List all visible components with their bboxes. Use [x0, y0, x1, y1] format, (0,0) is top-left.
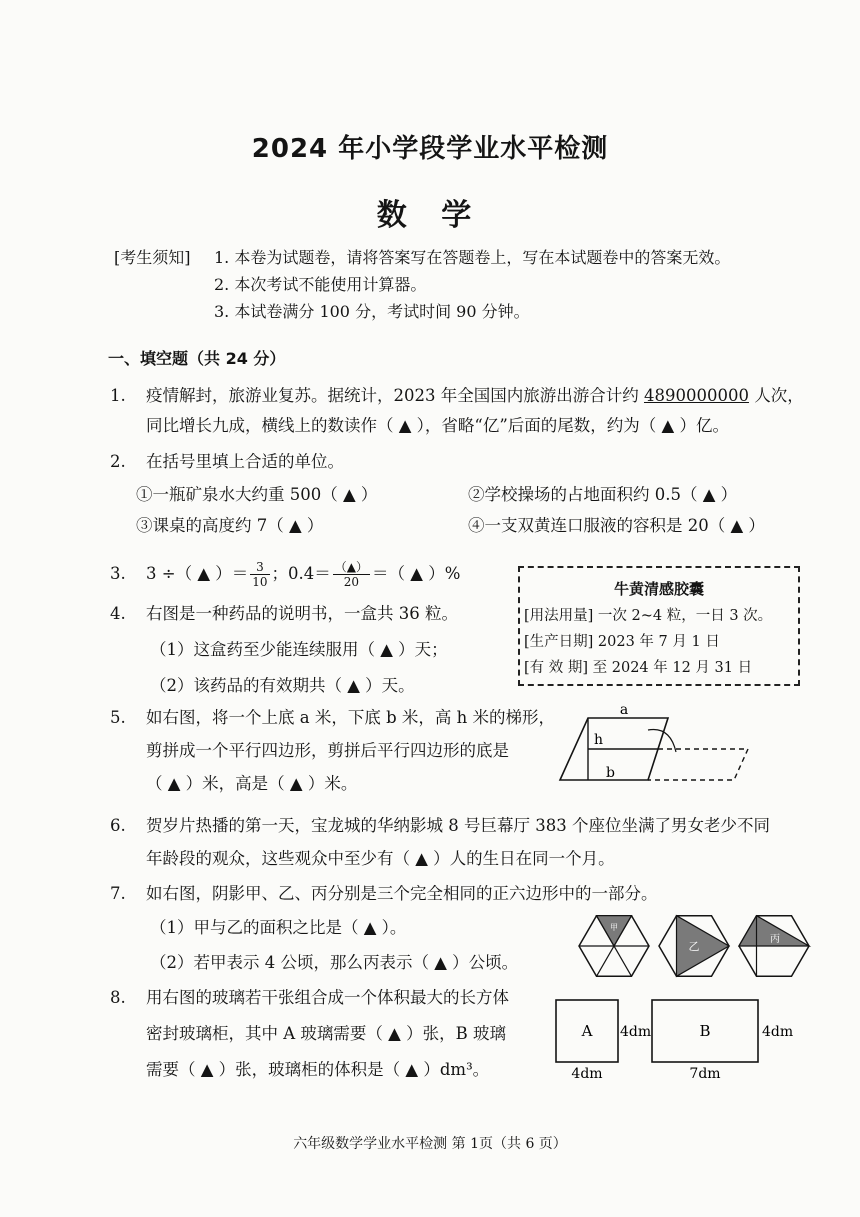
notice-label: [考生须知]	[114, 248, 191, 267]
q2-item-2: ②学校操场的占地面积约 0.5（ ▲ ）	[468, 485, 738, 504]
hexagon-bing	[739, 916, 809, 977]
question-text: 用右图的玻璃若干张组合成一个体积最大的长方体	[146, 988, 509, 1007]
notice-item-1: 1. 本卷为试题卷，请将答案写在答题卷上，写在本试题卷中的答案无效。	[214, 248, 731, 267]
hexagon-yi	[659, 916, 729, 977]
card-production-date: [生产日期] 2023 年 7 月 1 日	[524, 634, 720, 650]
question-text: 人次，	[748, 386, 804, 405]
hexagon-jia	[579, 916, 649, 977]
glass-panels-figure	[550, 996, 800, 1084]
label-h: h	[594, 732, 604, 748]
q8-line-3: 需要（ ▲ ）张，玻璃柜的体积是（ ▲ ）dm³。	[146, 1060, 490, 1079]
question-number: 6.	[110, 816, 126, 835]
page-title: 2024 年小学段学业水平检测	[251, 134, 609, 164]
question-number: 3.	[110, 564, 126, 583]
question-number: 2.	[110, 452, 126, 471]
q7-sub-1: （1）甲与乙的面积之比是（ ▲ ）。	[150, 918, 407, 937]
panel-a-side: 4dm	[620, 1024, 652, 1040]
fraction-numerator: （▲）	[334, 560, 369, 574]
q2-item-3: ③课桌的高度约 7（ ▲ ）	[136, 516, 324, 535]
question-text: 右图是一种药品的说明书，一盒共 36 粒。	[146, 604, 458, 623]
question-text: 在括号里填上合适的单位。	[146, 452, 344, 471]
panel-b-bottom: 7dm	[689, 1066, 721, 1082]
section-title: 一、填空题（共 24 分）	[108, 349, 286, 368]
question-3	[0, 556, 520, 592]
question-text: 贺岁片热播的第一天，宝龙城的华纳影城 8 号巨幕厅 383 个座位坐满了男女老少不同	[146, 816, 770, 835]
card-usage: [用法用量] 一次 2~4 粒，一日 3 次。	[524, 608, 773, 624]
q8-line-2: 密封玻璃柜，其中 A 玻璃需要（ ▲ ）张，B 玻璃	[146, 1024, 506, 1043]
question-number: 1.	[110, 386, 126, 405]
question-number: 5.	[110, 708, 126, 727]
label-yi: 乙	[688, 940, 700, 953]
panel-a-bottom: 4dm	[571, 1066, 603, 1082]
q4-sub-1: （1）这盒药至少能连续服用（ ▲ ）天；	[150, 640, 448, 659]
panel-b-label: B	[699, 1022, 711, 1040]
rotated-part-dashed	[648, 749, 748, 780]
label-jia: 甲	[610, 923, 618, 932]
trapezoid-figure	[558, 700, 758, 788]
label-a: a	[619, 702, 629, 718]
question-text: ；0.4＝	[271, 564, 331, 583]
underlined-number: 4890000000	[643, 386, 749, 405]
fraction-denominator: 10	[252, 575, 268, 589]
question-text: 如右图，阴影甲、乙、丙分别是三个完全相同的正六边形中的一部分。	[146, 884, 658, 903]
question-number: 7.	[110, 884, 126, 903]
label-bing: 丙	[770, 934, 780, 945]
panel-a-label: A	[581, 1022, 593, 1040]
fraction-numerator: 3	[250, 560, 269, 575]
fraction-denominator: 20	[343, 575, 360, 589]
page-footer: 六年级数学学业水平检测 第 1页（共 6 页）	[293, 1136, 567, 1152]
card-title: 牛黄清感胶囊	[613, 580, 704, 598]
q7-sub-2: （2）若甲表示 4 公顷，那么丙表示（ ▲ ）公顷。	[150, 953, 519, 972]
q5-line-2: 剪拼成一个平行四边形，剪拼后平行四边形的底是	[146, 741, 509, 760]
q2-item-4: ④一支双黄连口服液的容积是 20（ ▲ ）	[468, 516, 765, 535]
panel-b-side: 4dm	[762, 1024, 794, 1040]
question-text: 疫情解封，旅游业复苏。据统计，2023 年全国国内旅游出游合计约	[146, 386, 644, 405]
question-number: 8.	[110, 988, 126, 1007]
question-text: 如右图，将一个上底 a 米，下底 b 米，高 h 米的梯形，	[146, 708, 555, 727]
shaded-yi	[677, 916, 730, 977]
question-1-line-2: 同比增长九成，横线上的数读作（ ▲ ），省略“亿”后面的尾数，约为（ ▲ ）亿。	[146, 416, 729, 435]
q6-line-2: 年龄段的观众，这些观众中至少有（ ▲ ）人的生日在同一个月。	[146, 849, 615, 868]
notice-item-3: 3. 本试卷满分 100 分，考试时间 90 分钟。	[214, 302, 530, 321]
q5-line-3: （ ▲ ）米，高是（ ▲ ）米。	[146, 774, 358, 793]
notice-item-2: 2. 本次考试不能使用计算器。	[214, 275, 427, 294]
medicine-label-card	[518, 566, 800, 686]
subject-title: 数 学	[376, 198, 484, 233]
fraction	[250, 560, 269, 589]
label-b: b	[606, 765, 615, 781]
card-expiry-date: [有 效 期] 至 2024 年 12 月 31 日	[524, 660, 753, 676]
question-text: 3 ÷（ ▲ ）＝	[146, 564, 249, 583]
fraction	[333, 560, 370, 589]
hexagons-figure	[574, 908, 814, 984]
q4-sub-2: （2）该药品的有效期共（ ▲ ）天。	[150, 676, 415, 695]
q2-item-1: ①一瓶矿泉水大约重 500（ ▲ ）	[136, 485, 378, 504]
question-number: 4.	[110, 604, 126, 623]
question-text: ＝（ ▲ ）%	[372, 564, 461, 583]
